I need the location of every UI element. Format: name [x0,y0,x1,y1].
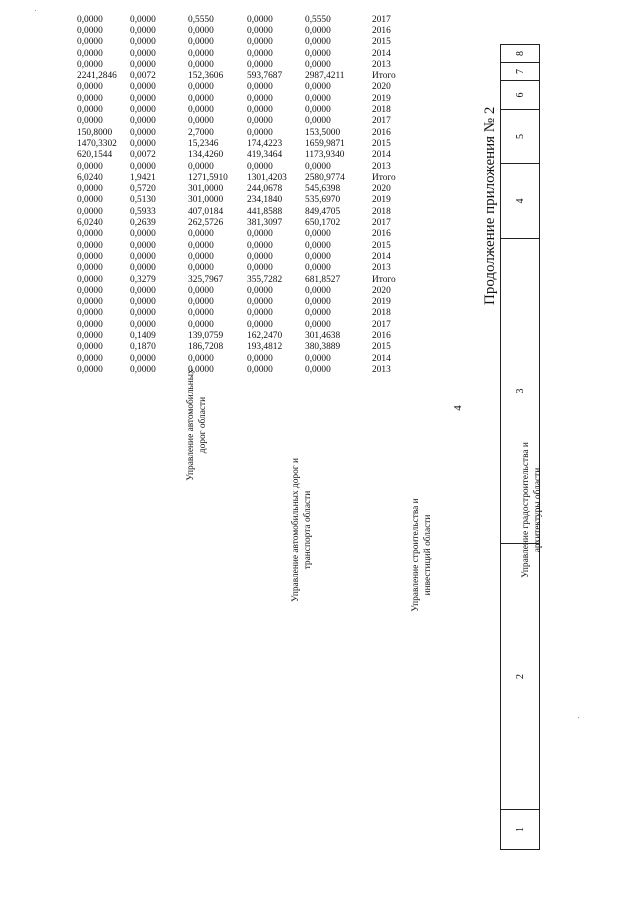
value-cell: 1470,3302 [77,139,117,149]
value-cell: 0,0000 [247,365,273,375]
value-cell: 0,0000 [77,14,103,25]
value-cell: 262,5726 [188,218,224,229]
value-cell: 0,0000 [130,105,156,116]
value-cell: 0,0000 [188,116,214,127]
value-cell: 0,0000 [130,26,156,36]
value-cell: 193,4812 [247,342,283,353]
value-cell: 0,0000 [130,127,156,138]
col-5-header: 5 [501,110,540,164]
value-cell: 545,6398 [305,184,341,195]
value-cell: 849,4705 [305,206,341,217]
value-cell: 0,0000 [305,297,331,308]
value-cell: 0,0000 [247,353,273,364]
value-cell: 0,0000 [130,308,156,319]
value-cell: 441,8588 [247,206,283,217]
year-cell: 2020 [372,82,391,93]
value-cell: 0,0000 [247,37,273,48]
value-cell: 0,0000 [188,105,214,116]
value-cell: 0,0000 [188,93,214,104]
value-cell: 0,0000 [305,365,331,375]
year-cell: 2020 [372,285,391,296]
value-cell: 0,0000 [305,26,331,36]
value-cell: 0,0000 [77,319,103,330]
value-cell: 681,8527 [305,274,341,285]
value-cell: 0,5720 [130,184,156,195]
value-cell: 0,0000 [130,48,156,59]
value-cell: 2,7000 [188,127,214,138]
value-cell: 6,0240 [77,218,103,229]
col-3-header: 3 [501,239,540,544]
value-cell: 0,0000 [77,353,103,364]
year-cell: 2015 [372,342,391,353]
scan-mark [35,10,36,11]
col-6-header: 6 [501,81,540,110]
col-7-header: 7 [501,63,540,81]
page-number: 4 [452,405,464,411]
value-cell: 0,0000 [305,319,331,330]
value-cell: 0,0000 [130,14,156,25]
value-cell: 6,0240 [77,172,103,183]
value-cell: 0,0000 [305,229,331,240]
value-cell: 0,0000 [77,252,103,262]
value-cell: 0,0000 [305,285,331,296]
value-cell: 0,0000 [247,297,273,308]
value-cell: 0,0072 [130,150,156,161]
value-cell: 535,6970 [305,195,341,206]
value-cell: 0,0000 [130,82,156,93]
value-cell: 186,7208 [188,342,224,353]
value-cell: 0,0000 [77,82,103,93]
col-8-header: 8 [501,45,540,63]
value-cell: 1659,9871 [305,139,345,149]
value-cell: 0,0000 [130,263,156,274]
value-cell: 0,0000 [188,240,214,251]
value-cell: 0,0000 [188,319,214,330]
value-cell: 0,0000 [77,365,103,375]
year-cell: Итого [372,274,396,285]
value-cell: 0,1870 [130,342,156,353]
year-cell: 2018 [372,105,391,116]
value-cell: 1173,9340 [305,150,345,161]
value-cell: 0,0000 [188,59,214,70]
value-cell: 380,3889 [305,342,341,353]
value-cell: 0,0000 [77,26,103,36]
value-cell: 0,0000 [305,105,331,116]
value-cell: 0,5550 [305,14,331,25]
year-cell: 2015 [372,139,391,149]
year-cell: 2013 [372,59,391,70]
value-cell: 0,0000 [130,297,156,308]
value-cell: 2241,2846 [77,71,117,82]
col-2-header: 2 [501,544,540,810]
value-cell: 0,5130 [130,195,156,206]
value-cell: 0,0000 [77,195,103,206]
value-cell: 0,0000 [188,308,214,319]
value-cell: 0,0000 [247,82,273,93]
value-cell: 0,0000 [77,93,103,104]
year-cell: 2016 [372,26,391,36]
scan-mark [578,717,579,718]
org-label-3: Управление строительства и инвестиций области [411,498,433,612]
value-cell: 0,0000 [247,263,273,274]
value-cell: 0,0000 [130,319,156,330]
year-cell: 2017 [372,116,391,127]
value-cell: 301,0000 [188,195,224,206]
value-cell: 0,0000 [188,353,214,364]
year-cell: 2018 [372,308,391,319]
value-cell: 0,0000 [188,297,214,308]
value-cell: 0,0000 [247,116,273,127]
value-cell: 0,0000 [77,59,103,70]
year-cell: 2013 [372,161,391,172]
value-cell: 0,5933 [130,206,156,217]
value-cell: 381,3097 [247,218,283,229]
value-cell: 15,2346 [188,139,219,149]
year-cell: 2019 [372,93,391,104]
value-cell: 0,0000 [77,206,103,217]
year-cell: 2014 [372,353,391,364]
value-cell: 0,0000 [130,285,156,296]
value-cell: 0,0000 [305,263,331,274]
value-cell: 419,3464 [247,150,283,161]
value-cell: 0,0000 [77,331,103,342]
value-cell: 152,3606 [188,71,224,82]
value-cell: 0,0000 [247,59,273,70]
value-cell: 0,0000 [77,240,103,251]
value-cell: 0,0000 [305,37,331,48]
value-cell: 0,0000 [130,139,156,149]
value-cell: 0,0000 [77,37,103,48]
value-cell: 0,0000 [130,59,156,70]
value-cell: 0,0000 [77,297,103,308]
year-cell: 2018 [372,206,391,217]
value-cell: 0,0000 [305,116,331,127]
value-cell: 234,1840 [247,195,283,206]
year-cell: 2013 [372,263,391,274]
value-cell: 0,0000 [130,365,156,375]
value-cell: 0,0000 [247,319,273,330]
value-cell: 0,0000 [305,82,331,93]
value-cell: 325,7967 [188,274,224,285]
value-cell: 0,0000 [130,252,156,262]
value-cell: 0,0000 [305,59,331,70]
year-cell: 2016 [372,331,391,342]
value-cell: 139,0759 [188,331,224,342]
value-cell: 0,0000 [247,308,273,319]
value-cell: 355,7282 [247,274,283,285]
value-cell: 0,0000 [305,308,331,319]
value-cell: 2580,9774 [305,172,345,183]
value-cell: 0,0000 [247,93,273,104]
value-cell: 0,0000 [130,161,156,172]
value-cell: 0,0000 [247,252,273,262]
year-cell: 2020 [372,184,391,195]
value-cell: 407,0184 [188,206,224,217]
value-cell: 0,0000 [247,285,273,296]
org-label-4: Управление градостроительства и архитектуры области [521,442,543,578]
org-label-2: Управление автомобильных дорог и транспорта области [291,458,313,602]
value-cell: 0,0000 [77,308,103,319]
year-cell: 2016 [372,127,391,138]
year-cell: 2014 [372,252,391,262]
value-cell: 0,0000 [188,229,214,240]
value-cell: 0,0000 [77,263,103,274]
value-cell: 0,0000 [130,116,156,127]
value-cell: 0,0000 [188,82,214,93]
continuation-title: Продолжение приложения № 2 [482,106,498,305]
value-cell: 0,0000 [247,26,273,36]
value-cell: 0,0000 [130,37,156,48]
value-cell: 0,0000 [130,240,156,251]
value-cell: 0,0000 [188,252,214,262]
value-cell: 0,0072 [130,71,156,82]
value-cell: 0,0000 [247,14,273,25]
value-cell: 0,0000 [77,274,103,285]
value-cell: 0,0000 [305,240,331,251]
value-cell: 0,2639 [130,218,156,229]
value-cell: 301,4638 [305,331,341,342]
value-cell: 0,1409 [130,331,156,342]
value-cell: 650,1702 [305,218,341,229]
value-cell: 301,0000 [188,184,224,195]
org-label-1: Управление автомобильных дорог области [186,369,208,481]
value-cell: 150,8000 [77,127,113,138]
value-cell: 244,0678 [247,184,283,195]
value-cell: 0,0000 [77,161,103,172]
value-cell: 0,0000 [247,127,273,138]
value-cell: 0,0000 [305,48,331,59]
value-cell: 0,0000 [305,252,331,262]
value-cell: 0,0000 [188,26,214,36]
value-cell: 0,0000 [188,37,214,48]
value-cell: 2987,4211 [305,71,345,82]
value-cell: 0,0000 [188,48,214,59]
value-cell: 0,0000 [77,116,103,127]
value-cell: 162,2470 [247,331,283,342]
value-cell: 0,5550 [188,14,214,25]
value-cell: 0,0000 [130,93,156,104]
value-cell: 0,0000 [77,105,103,116]
value-cell: 0,0000 [188,263,214,274]
value-cell: 0,0000 [130,229,156,240]
value-cell: 0,0000 [247,240,273,251]
value-cell: 0,0000 [77,229,103,240]
value-cell: 0,0000 [188,285,214,296]
value-cell: 1271,5910 [188,172,228,183]
year-cell: 2016 [372,229,391,240]
value-cell: 174,4223 [247,139,283,149]
year-cell: 2015 [372,37,391,48]
value-cell: 0,0000 [188,161,214,172]
year-cell: 2017 [372,218,391,229]
year-cell: 2015 [372,240,391,251]
value-cell: 1,9421 [130,172,156,183]
year-cell: 2017 [372,319,391,330]
value-cell: 0,0000 [305,353,331,364]
value-cell: 0,3279 [130,274,156,285]
value-cell: 0,0000 [247,48,273,59]
year-cell: 2019 [372,195,391,206]
value-cell: 0,0000 [305,161,331,172]
value-cell: 0,0000 [130,353,156,364]
year-cell: Итого [372,71,396,82]
year-cell: 2013 [372,365,391,375]
value-cell: 134,4260 [188,150,224,161]
year-cell: 2014 [372,48,391,59]
value-cell: 0,0000 [247,105,273,116]
value-cell: 0,0000 [77,184,103,195]
value-cell: 0,0000 [247,229,273,240]
value-cell: 0,0000 [305,93,331,104]
value-cell: 593,7687 [247,71,283,82]
col-4-header: 4 [501,164,540,239]
value-cell: 0,0000 [77,48,103,59]
value-cell: 0,0000 [77,342,103,353]
year-cell: 2017 [372,14,391,25]
year-cell: Итого [372,172,396,183]
value-cell: 0,0000 [77,285,103,296]
value-cell: 0,0000 [247,161,273,172]
value-cell: 153,5000 [305,127,341,138]
value-cell: 620,1544 [77,150,113,161]
year-cell: 2014 [372,150,391,161]
year-cell: 2019 [372,297,391,308]
value-cell: 0,0000 [188,365,214,375]
value-cell: 1301,4203 [247,172,287,183]
col-1-header: 1 [501,810,540,850]
